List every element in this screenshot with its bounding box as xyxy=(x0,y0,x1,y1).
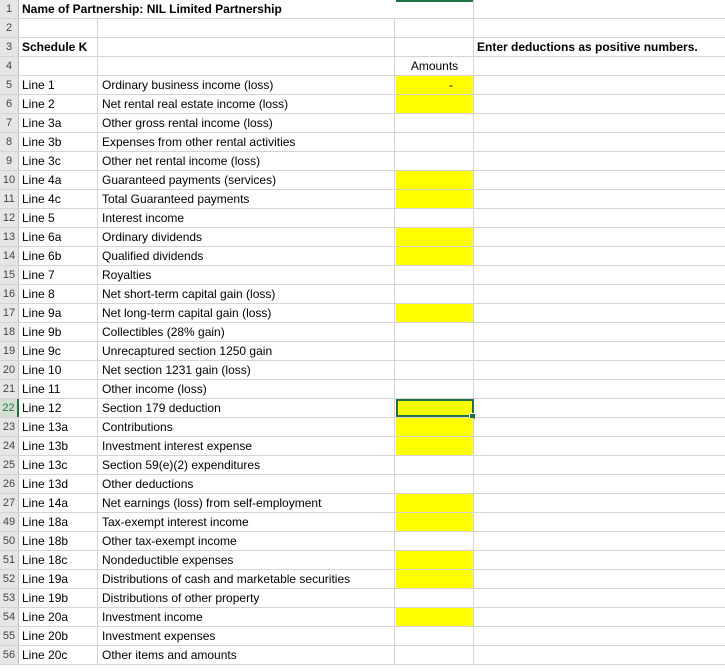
line-description-cell[interactable]: Distributions of other property xyxy=(99,589,395,607)
row-header[interactable]: 55 xyxy=(0,627,19,645)
amount-input-cell[interactable] xyxy=(396,646,474,664)
row-header[interactable]: 24 xyxy=(0,437,19,455)
line-description-cell[interactable]: Section 179 deduction xyxy=(99,399,395,417)
line-description-cell[interactable]: Distributions of cash and marketable securities xyxy=(99,570,395,588)
cell-d[interactable] xyxy=(475,551,725,569)
line-number-cell[interactable]: Line 13d xyxy=(20,475,98,493)
line-number-cell[interactable]: Line 8 xyxy=(20,285,98,303)
amount-input-cell[interactable] xyxy=(396,342,474,360)
cell-d[interactable] xyxy=(475,399,725,417)
schedule-line-row xyxy=(0,342,725,361)
schedule-line-row xyxy=(0,190,725,209)
schedule-line-row xyxy=(0,361,725,380)
partnership-name-cell[interactable]: Name of Partnership: NIL Limited Partnership xyxy=(22,2,282,16)
line-description-cell[interactable]: Expenses from other rental activities xyxy=(99,133,395,151)
amount-input-cell[interactable] xyxy=(396,627,474,645)
cell-c3[interactable] xyxy=(396,38,474,56)
line-number-cell[interactable]: Line 7 xyxy=(20,266,98,284)
schedule-line-row xyxy=(0,266,725,285)
line-number-cell[interactable]: Line 18b xyxy=(20,532,98,550)
schedule-line-row xyxy=(0,513,725,532)
schedule-line-row xyxy=(0,532,725,551)
line-number-cell[interactable]: Line 14a xyxy=(20,494,98,512)
row-header[interactable]: 5 xyxy=(0,76,19,94)
amount-input-cell[interactable] xyxy=(396,266,474,284)
schedule-line-row xyxy=(0,570,725,589)
line-number-cell[interactable]: Line 18c xyxy=(20,551,98,569)
cell-d[interactable] xyxy=(475,513,725,531)
amount-input-cell[interactable] xyxy=(396,513,474,531)
cell-d[interactable] xyxy=(475,342,725,360)
row-header[interactable]: 9 xyxy=(0,152,19,170)
sheet-row xyxy=(0,38,725,57)
line-description-cell[interactable]: Other gross rental income (loss) xyxy=(99,114,395,132)
cell-d[interactable] xyxy=(475,228,725,246)
row-header[interactable]: 10 xyxy=(0,171,19,189)
schedule-line-row xyxy=(0,209,725,228)
schedule-line-row xyxy=(0,627,725,646)
schedule-line-row xyxy=(0,133,725,152)
line-number-cell[interactable]: Line 12 xyxy=(20,399,98,417)
schedule-line-row xyxy=(0,494,725,513)
amount-input-cell[interactable] xyxy=(396,152,474,170)
line-number-cell[interactable]: Line 4c xyxy=(20,190,98,208)
cell-d[interactable] xyxy=(475,437,725,455)
line-number-cell[interactable]: Line 20b xyxy=(20,627,98,645)
line-number-cell[interactable]: Line 11 xyxy=(20,380,98,398)
line-number-cell[interactable]: Line 13a xyxy=(20,418,98,436)
line-description-cell[interactable]: Collectibles (28% gain) xyxy=(99,323,395,341)
amount-input-cell[interactable] xyxy=(396,133,474,151)
cell-d[interactable] xyxy=(475,532,725,550)
cell-d[interactable] xyxy=(475,209,725,227)
line-number-cell[interactable]: Line 3c xyxy=(20,152,98,170)
line-description-cell[interactable]: Interest income xyxy=(99,209,395,227)
row-header[interactable]: 15 xyxy=(0,266,19,284)
line-number-cell[interactable]: Line 20c xyxy=(20,646,98,664)
amounts-header[interactable]: Amounts xyxy=(396,57,474,75)
row-header[interactable]: 14 xyxy=(0,247,19,265)
schedule-line-row xyxy=(0,247,725,266)
line-number-cell[interactable]: Line 9c xyxy=(20,342,98,360)
line-description-cell[interactable]: Other deductions xyxy=(99,475,395,493)
amount-input-cell[interactable] xyxy=(396,323,474,341)
sheet-row xyxy=(0,19,725,38)
cell-d[interactable] xyxy=(475,608,725,626)
line-description-cell[interactable]: Nondeductible expenses xyxy=(99,551,395,569)
line-description-cell[interactable]: Other items and amounts xyxy=(99,646,395,664)
row-header[interactable]: 27 xyxy=(0,494,19,512)
cell-d[interactable] xyxy=(475,114,725,132)
line-description-cell[interactable]: Investment income xyxy=(99,608,395,626)
cell-d[interactable] xyxy=(475,152,725,170)
line-number-cell[interactable]: Line 19a xyxy=(20,570,98,588)
selected-amount-cell[interactable] xyxy=(396,399,474,417)
cell-b3[interactable] xyxy=(99,38,395,56)
schedule-line-row xyxy=(0,399,725,418)
sheet-row xyxy=(0,57,725,76)
line-description-cell[interactable]: Total Guaranteed payments xyxy=(99,190,395,208)
schedule-line-row xyxy=(0,475,725,494)
cell-d[interactable] xyxy=(475,589,725,607)
amount-input-cell[interactable] xyxy=(396,532,474,550)
amount-input-cell[interactable] xyxy=(396,361,474,379)
cell-d[interactable] xyxy=(475,627,725,645)
cell-d[interactable] xyxy=(475,133,725,151)
line-description-cell[interactable]: Investment interest expense xyxy=(99,437,395,455)
amount-input-cell[interactable] xyxy=(396,190,474,208)
line-description-cell[interactable]: Section 59(e)(2) expenditures xyxy=(99,456,395,474)
amount-input-cell[interactable] xyxy=(396,247,474,265)
row-header[interactable]: 11 xyxy=(0,190,19,208)
line-number-cell[interactable]: Line 13b xyxy=(20,437,98,455)
schedule-k-title[interactable]: Schedule K xyxy=(20,38,98,56)
row-header[interactable]: 7 xyxy=(0,114,19,132)
schedule-line-row xyxy=(0,95,725,114)
amount-input-cell[interactable] xyxy=(396,551,474,569)
cell-d[interactable] xyxy=(475,380,725,398)
line-number-cell[interactable]: Line 10 xyxy=(20,361,98,379)
row-header[interactable]: 23 xyxy=(0,418,19,436)
amount-input-cell[interactable] xyxy=(396,418,474,436)
line-number-cell[interactable]: Line 19b xyxy=(20,589,98,607)
cell-d[interactable] xyxy=(475,190,725,208)
row-header[interactable]: 1 xyxy=(0,0,19,18)
line-number-cell[interactable]: Line 6b xyxy=(20,247,98,265)
line-description-cell[interactable]: Net section 1231 gain (loss) xyxy=(99,361,395,379)
schedule-line-row xyxy=(0,323,725,342)
deductions-note[interactable]: Enter deductions as positive numbers. xyxy=(477,40,698,54)
line-description-cell[interactable]: Tax-exempt interest income xyxy=(99,513,395,531)
row-header[interactable]: 50 xyxy=(0,532,19,550)
schedule-line-row xyxy=(0,456,725,475)
line-number-cell[interactable]: Line 20a xyxy=(20,608,98,626)
amount-input-cell[interactable] xyxy=(396,475,474,493)
row-header[interactable]: 53 xyxy=(0,589,19,607)
row-header[interactable]: 19 xyxy=(0,342,19,360)
row-header[interactable]: 4 xyxy=(0,57,19,75)
line-number-cell[interactable]: Line 3b xyxy=(20,133,98,151)
line-description-cell[interactable]: Other income (loss) xyxy=(99,380,395,398)
line-number-cell[interactable]: Line 4a xyxy=(20,171,98,189)
amount-input-cell[interactable] xyxy=(396,456,474,474)
row-header[interactable]: 13 xyxy=(0,228,19,246)
cell-d[interactable] xyxy=(475,456,725,474)
line-description-cell[interactable]: Qualified dividends xyxy=(99,247,395,265)
line-number-cell[interactable]: Line 3a xyxy=(20,114,98,132)
line-description-cell[interactable]: Contributions xyxy=(99,418,395,436)
row-header[interactable]: 26 xyxy=(0,475,19,493)
schedule-line-row xyxy=(0,589,725,608)
amount-input-cell[interactable] xyxy=(396,608,474,626)
row-header[interactable]: 6 xyxy=(0,95,19,113)
line-number-cell[interactable]: Line 2 xyxy=(20,95,98,113)
row-header[interactable]: 49 xyxy=(0,513,19,531)
cell-d[interactable] xyxy=(475,304,725,322)
cell-d[interactable] xyxy=(475,95,725,113)
line-description-cell[interactable]: Other net rental income (loss) xyxy=(99,152,395,170)
schedule-line-row xyxy=(0,76,725,95)
line-number-cell[interactable]: Line 13c xyxy=(20,456,98,474)
amount-input-cell[interactable] xyxy=(396,209,474,227)
line-description-cell[interactable]: Net rental real estate income (loss) xyxy=(99,95,395,113)
cell-c2[interactable] xyxy=(396,19,474,37)
amount-input-cell[interactable] xyxy=(396,304,474,322)
row-header[interactable]: 21 xyxy=(0,380,19,398)
line-description-cell[interactable]: Ordinary business income (loss) xyxy=(99,76,395,94)
cell-b2[interactable] xyxy=(99,19,395,37)
cell-d[interactable] xyxy=(475,646,725,664)
amount-input-cell[interactable] xyxy=(396,114,474,132)
row-header[interactable]: 25 xyxy=(0,456,19,474)
amount-input-cell[interactable] xyxy=(396,380,474,398)
amount-input-cell[interactable] xyxy=(396,171,474,189)
cell-d[interactable] xyxy=(475,171,725,189)
line-description-cell[interactable]: Other tax-exempt income xyxy=(99,532,395,550)
amount-input-cell[interactable] xyxy=(396,76,474,94)
amount-input-cell[interactable] xyxy=(396,285,474,303)
schedule-line-row xyxy=(0,551,725,570)
schedule-line-row xyxy=(0,228,725,247)
line-description-cell[interactable]: Net short-term capital gain (loss) xyxy=(99,285,395,303)
row-header[interactable]: 3 xyxy=(0,38,19,56)
line-description-cell[interactable]: Ordinary dividends xyxy=(99,228,395,246)
cell-a2[interactable] xyxy=(20,19,98,37)
schedule-line-row xyxy=(0,608,725,627)
schedule-line-row xyxy=(0,646,725,665)
schedule-line-row xyxy=(0,285,725,304)
row-header[interactable]: 2 xyxy=(0,19,19,37)
cell-d[interactable] xyxy=(475,285,725,303)
row-header[interactable]: 16 xyxy=(0,285,19,303)
cell-d[interactable] xyxy=(475,475,725,493)
row-header[interactable]: 8 xyxy=(0,133,19,151)
line-number-cell[interactable]: Line 5 xyxy=(20,209,98,227)
row-header[interactable]: 20 xyxy=(0,361,19,379)
cell-a4[interactable] xyxy=(20,57,98,75)
cell-d[interactable] xyxy=(475,247,725,265)
amount-input-cell[interactable] xyxy=(396,589,474,607)
line-description-cell[interactable]: Unrecaptured section 1250 gain xyxy=(99,342,395,360)
line-description-cell[interactable]: Guaranteed payments (services) xyxy=(99,171,395,189)
row-header[interactable]: 54 xyxy=(0,608,19,626)
cell-b4[interactable] xyxy=(99,57,395,75)
line-number-cell[interactable]: Line 1 xyxy=(20,76,98,94)
schedule-line-row xyxy=(0,152,725,171)
row-header[interactable]: 51 xyxy=(0,551,19,569)
cell-d[interactable] xyxy=(475,323,725,341)
amount-value: - xyxy=(449,78,453,92)
schedule-line-row xyxy=(0,437,725,456)
row-header[interactable]: 12 xyxy=(0,209,19,227)
line-description-cell[interactable]: Investment expenses xyxy=(99,627,395,645)
amount-input-cell[interactable] xyxy=(396,95,474,113)
cell-d[interactable] xyxy=(475,570,725,588)
cell-d[interactable] xyxy=(475,76,725,94)
amount-input-cell[interactable] xyxy=(396,437,474,455)
schedule-line-row xyxy=(0,380,725,399)
row-header[interactable]: 17 xyxy=(0,304,19,322)
line-number-cell[interactable]: Line 6a xyxy=(20,228,98,246)
schedule-line-row xyxy=(0,171,725,190)
amount-input-cell[interactable] xyxy=(396,570,474,588)
cell-c1[interactable] xyxy=(396,0,474,18)
cell-d[interactable] xyxy=(475,266,725,284)
schedule-line-row xyxy=(0,418,725,437)
row-header[interactable]: 18 xyxy=(0,323,19,341)
row-header[interactable]: 22 xyxy=(0,399,19,417)
row-header[interactable]: 56 xyxy=(0,646,19,664)
cell-d[interactable] xyxy=(475,361,725,379)
cell-d[interactable] xyxy=(475,418,725,436)
line-number-cell[interactable]: Line 9b xyxy=(20,323,98,341)
line-number-cell[interactable]: Line 9a xyxy=(20,304,98,322)
line-number-cell[interactable]: Line 18a xyxy=(20,513,98,531)
line-description-cell[interactable]: Net earnings (loss) from self-employment xyxy=(99,494,395,512)
schedule-line-row xyxy=(0,114,725,133)
amount-input-cell[interactable] xyxy=(396,494,474,512)
cell-d[interactable] xyxy=(475,494,725,512)
amount-input-cell[interactable] xyxy=(396,228,474,246)
schedule-line-row xyxy=(0,304,725,323)
line-description-cell[interactable]: Net long-term capital gain (loss) xyxy=(99,304,395,322)
row-header[interactable]: 52 xyxy=(0,570,19,588)
line-description-cell[interactable]: Royalties xyxy=(99,266,395,284)
sheet-row xyxy=(0,0,725,19)
